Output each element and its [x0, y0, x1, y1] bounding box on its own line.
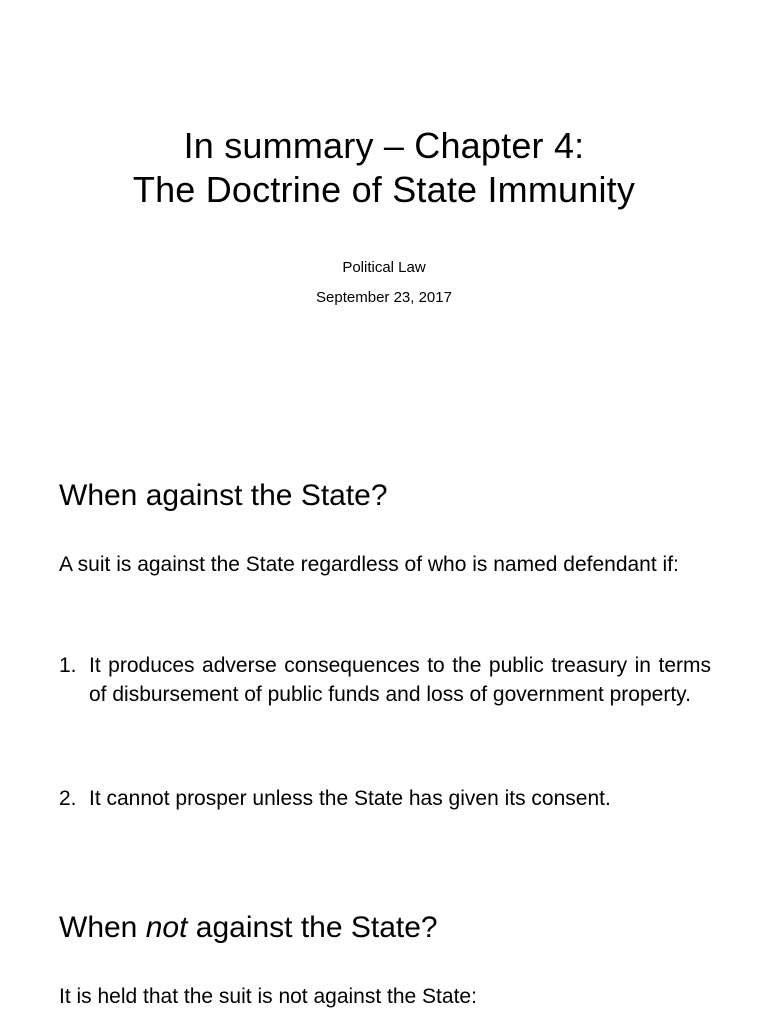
presentation-date: September 23, 2017	[316, 289, 452, 306]
condition-text: It produces adverse consequences to the public treasury in terms of disbursement of public funds and loss of government property.	[89, 654, 711, 706]
heading-suffix: against the State?	[187, 911, 438, 944]
not-against-state-heading	[59, 910, 438, 946]
against-state-slide	[0, 462, 768, 842]
heading-emphasis: not	[145, 911, 188, 944]
not-against-state-text: It is held that the suit is not against the State:	[59, 985, 477, 1008]
condition-list-item	[59, 784, 711, 813]
title-line-2: The Doctrine of State Immunity	[132, 169, 636, 210]
heading-prefix: When	[59, 911, 146, 944]
against-state-heading: When against the State?	[59, 479, 388, 512]
title-slide	[0, 0, 768, 420]
title-line-1: In summary – Chapter 4:	[183, 125, 585, 166]
condition-number: 2.	[59, 787, 77, 810]
against-state-intro: A suit is against the State regardless of who is named defendant if:	[59, 553, 679, 576]
presentation-title	[0, 124, 768, 212]
condition-list-item	[59, 651, 711, 709]
not-against-state-slide	[0, 894, 768, 1024]
condition-number: 1.	[59, 654, 77, 677]
course-name: Political Law	[342, 259, 426, 276]
condition-text: It cannot prosper unless the State has given its consent.	[89, 787, 611, 810]
